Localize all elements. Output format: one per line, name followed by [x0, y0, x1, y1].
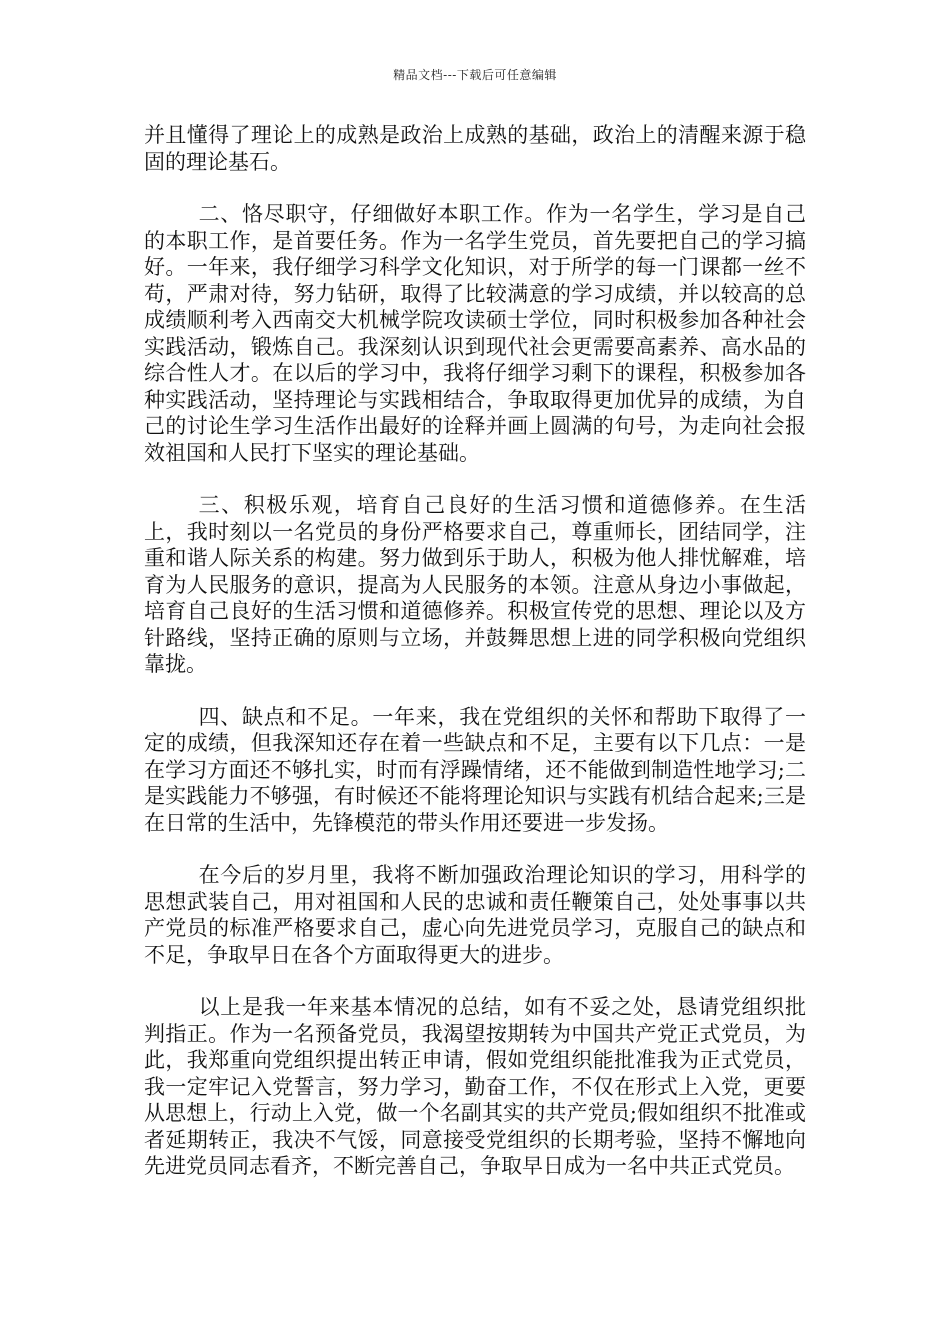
document-body — [144, 122, 806, 1180]
paragraph-duty: 二、恪尽职守，仔细做好本职工作。作为一名学生，学习是自己的本职工作，是首要任务。作为一名学生党员，首先要把自己的学习搞好。一年来，我仔细学习科学文化知识，对于所学的每一门课都一丝不苟，严肃对待，努力钻研，取得了比较满意的学习成绩，并以较高的总成绩顺利考入西南交大机械学院攻读硕士学位，同时积极参加各种社会实践活动，锻炼自己。我深刻认识到现代社会更需要高素养、高水品的综合性人才。在以后的学习中，我将仔细学习剩下的课程，积极参加各种实践活动，坚持理论与实践相结合，争取取得更加优异的成绩，为自己的讨论生学习生活作出最好的诠释并画上圆满的句号，为走向社会报效祖国和人民打下坚实的理论基础。 — [144, 202, 806, 465]
paragraph-shortcomings: 四、缺点和不足。一年来，我在党组织的关怀和帮助下取得了一定的成绩，但我深知还存在着一些缺点和不足，主要有以下几点：一是在学习方面还不够扎实，时而有浮躁情绪，还不能做到制造性地学习;二是实践能力不够强，有时候还不能将理论知识与实践有机结合起来;三是在日常的生活中，先锋模范的带头作用还要进一步发扬。 — [144, 704, 806, 835]
paragraph-gap — [144, 678, 806, 704]
paragraph-gap — [144, 175, 806, 201]
paragraph-gap — [144, 968, 806, 994]
paragraph-conclusion: 以上是我一年来基本情况的总结，如有不妥之处，恳请党组织批判指正。作为一名预备党员，我渴望按期转为中国共产党正式党员，为此，我郑重向党组织提出转正申请，假如党组织能批准我为正式党员，我一定牢记入党誓言，努力学习，勤奋工作，不仅在形式上入党，更要从思想上，行动上入党，做一个名副其实的共产党员;假如组织不批准或者延期转正，我决不气馁，同意接受党组织的长期考验，坚持不懈地向先进党员同志看齐，不断完善自己，争取早日成为一名中共正式党员。 — [144, 995, 806, 1178]
paragraph-gap — [144, 836, 806, 862]
paragraph-future: 在今后的岁月里，我将不断加强政治理论知识的学习，用科学的思想武装自己，用对祖国和人民的忠诚和责任鞭策自己，处处事事以共产党员的标准严格要求自己，虚心向先进党员学习，克服自己的缺点和不足，争取早日在各个方面取得更大的进步。 — [144, 863, 806, 967]
page-header: 精品文档---下载后可任意编辑 — [393, 68, 557, 82]
paragraph-gap — [144, 466, 806, 492]
paragraph-continuation: 并且懂得了理论上的成熟是政治上成熟的基础，政治上的清醒来源于稳固的理论基石。 — [144, 123, 806, 174]
paragraph-optimism: 三、积极乐观，培育自己良好的生活习惯和道德修养。在生活上，我时刻以一名党员的身份严格要求自己，尊重师长，团结同学，注重和谐人际关系的构建。努力做到乐于助人，积极为他人排忧解难，培育为人民服务的意识，提高为人民服务的本领。注意从身边小事做起，培育自己良好的生活习惯和道德修养。积极宣传党的思想、理论以及方针路线，坚持正确的原则与立场，并鼓舞思想上进的同学积极向党组织靠拢。 — [144, 493, 806, 676]
